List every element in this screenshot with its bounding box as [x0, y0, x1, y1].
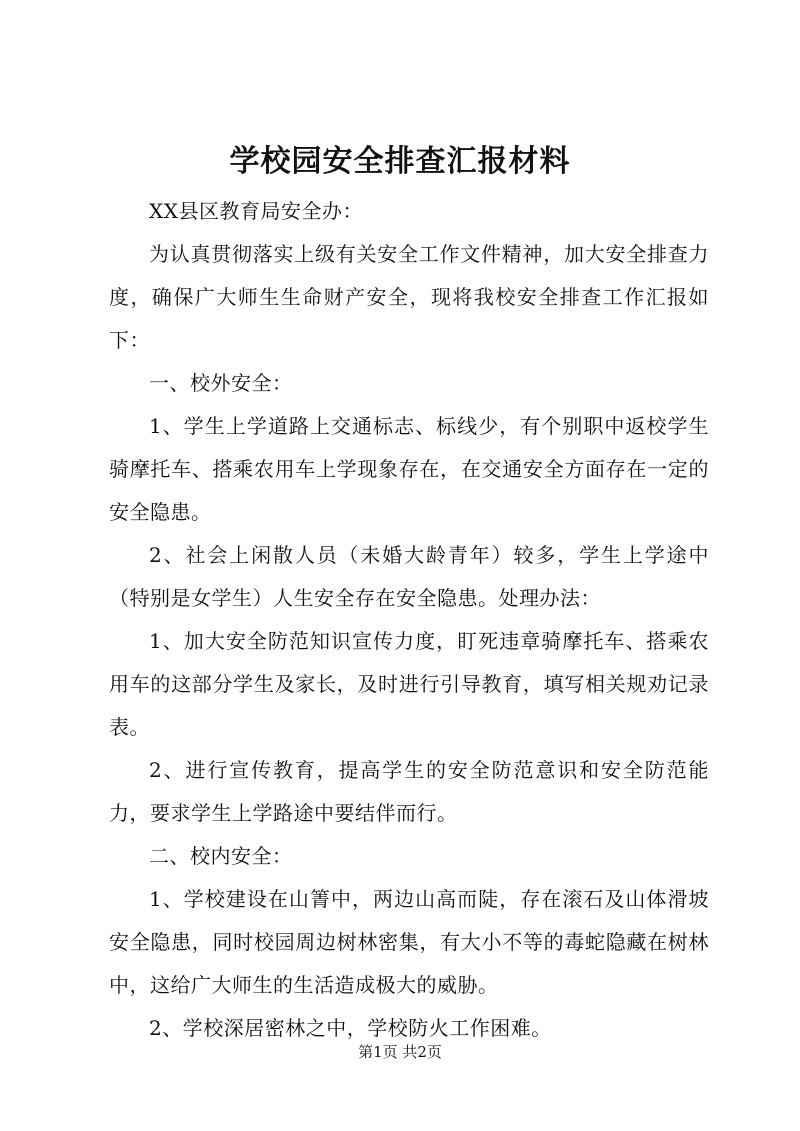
paragraph-measure-2: 2、进行宣传教育，提高学生的安全防范意识和安全防范能力，要求学生上学路途中要结伴而行。	[109, 758, 709, 825]
section-heading-inside: 二、校内安全：	[149, 844, 293, 868]
page-number-footer: 第1页 共2页	[358, 1043, 442, 1061]
paragraph-measure-1: 1、加大安全防范知识宣传力度，盯死违章骑摩托车、搭乘农用车的这部分学生及家长，及时进行引导教育，填写相关规劝记录表。	[109, 629, 709, 739]
paragraph-outside-2: 2、社会上闲散人员（未婚大龄青年）较多，学生上学途中（特别是女学生）人生安全存在安全隐患。处理办法：	[109, 543, 709, 610]
paragraph-outside-1: 1、学生上学道路上交通标志、标线少，有个别职中返校学生骑摩托车、搭乘农用车上学现象存在，在交通安全方面存在一定的安全隐患。	[109, 414, 709, 524]
paragraph-intro: 为认真贯彻落实上级有关安全工作文件精神，加大安全排查力度，确保广大师生生命财产安全，现将我校安全排查工作汇报如下：	[109, 242, 709, 352]
paragraph-inside-1: 1、学校建设在山箐中，两边山高而陡，存在滚石及山体滑坡安全隐患，同时校园周边树林密集，有大小不等的毒蛇隐藏在树林中，这给广大师生的生活造成极大的威胁。	[109, 887, 709, 997]
section-heading-outside: 一、校外安全：	[149, 371, 293, 395]
salutation: XX县区教育局安全办：	[149, 199, 363, 223]
paragraph-inside-2: 2、学校深居密林之中，学校防火工作困难。	[149, 1016, 552, 1040]
document-title: 学校园安全排查汇报材料	[229, 144, 571, 179]
document-body	[109, 190, 709, 1050]
